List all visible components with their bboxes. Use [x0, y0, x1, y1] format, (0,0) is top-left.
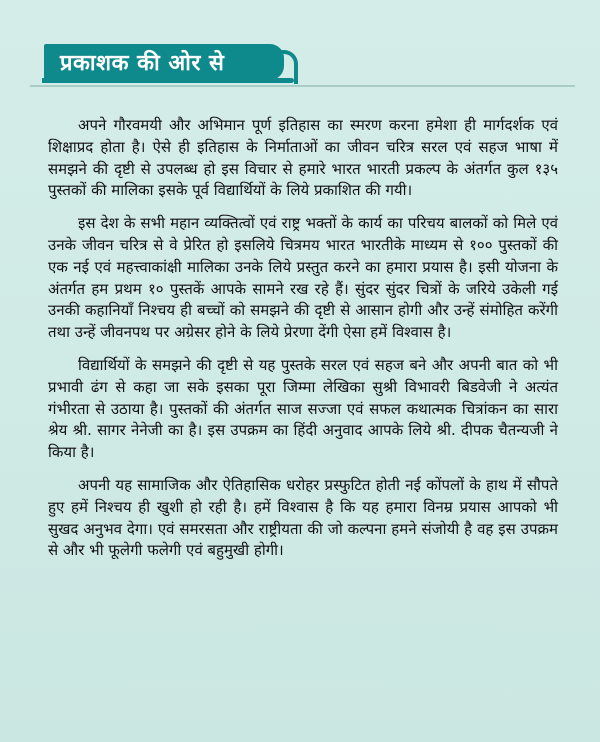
paragraph-2: इस देश के सभी महान व्यक्तित्वों एवं राष्ट्र भक्तों के कार्य का परिचय बालकों को मिले एवं उनके जीवन चरित्र से वे प्रेरित हो इसलिये चित्रमय भारत भारतीके माध्यम से १०० पुस्तकों की एक नई एवं महत्त्वाकांक्षी मालिका उनके लिये प्रस्तुत करने का हमारा प्रयास है। इसी योजना के अंतर्गत हम प्रथम १० पुस्तकें आपके सामने रख रहे हैं। सुंदर सुंदर चित्रों के जरिये उकेली गई उनकी कहानियाँ निश्चय ही बच्चों को समझने की दृष्टी से आसान होगी और उन्हें संमोहित करेंगी तथा उन्हें जीवनपथ पर अग्रेसर होने के लिये प्रेरणा देंगी ऐसा हमें विश्वास है।: [48, 214, 558, 342]
body-text: [48, 115, 558, 562]
heading-banner: [44, 44, 284, 80]
paragraph-4: अपनी यह सामाजिक और ऐतिहासिक धरोहर प्रस्फुटित होती नई कोंपलों के हाथ में सौपते हुए हमें निश्चय ही खुशी हो रही है। हमें विश्वास है कि यह हमारा विनम्र प्रयास आपको भी सुखद अनुभव देगा। एवं समरसता और राष्ट्रीयता की जो कल्पना हमने संजोयी है वह इस उपक्रम से और भी फूलेगी फलेगी एवं बहुमुखी होगी।: [48, 475, 558, 560]
page-title: प्रकाशक की ओर से: [60, 51, 225, 76]
paragraph-3: विद्यार्थियों के समझने की दृष्टी से यह पुस्तके सरल एवं सहज बने और अपनी बात को भी प्रभावी ढंग से कहा जा सके इसका पूरा जिम्मा लेखिका सुश्री विभावरी बिडवेजी ने अत्यंत गंभीरता से उठाया है। पुस्तकों की अंतर्गत साज सज्जा एवं सफल कथात्मक चित्रांकन का सारा श्रेय श्री. सागर नेनेजी का है। इस उपक्रम का हिंदी अनुवाद आपके लिये श्री. दीपक चैतन्यजी ने किया है।: [48, 355, 558, 462]
heading-divider: [30, 85, 575, 87]
paragraph-1: अपने गौरवमयी और अभिमान पूर्ण इतिहास का स्मरण करना हमेशा ही मार्गदर्शक एवं शिक्षाप्रद होता है। ऐसे ही इतिहास के निर्माताओं का जीवन चरित्र सरल एवं सहज भाषा में समझने की दृष्टी से उपलब्ध हो इस विचार से हमारे भारत भारती प्रकल्प के अंतर्गत कुल १३५ पुस्तकों की मालिका इसके पूर्व विद्यार्थियों के लिये प्रकाशित की गयी।: [48, 116, 558, 200]
